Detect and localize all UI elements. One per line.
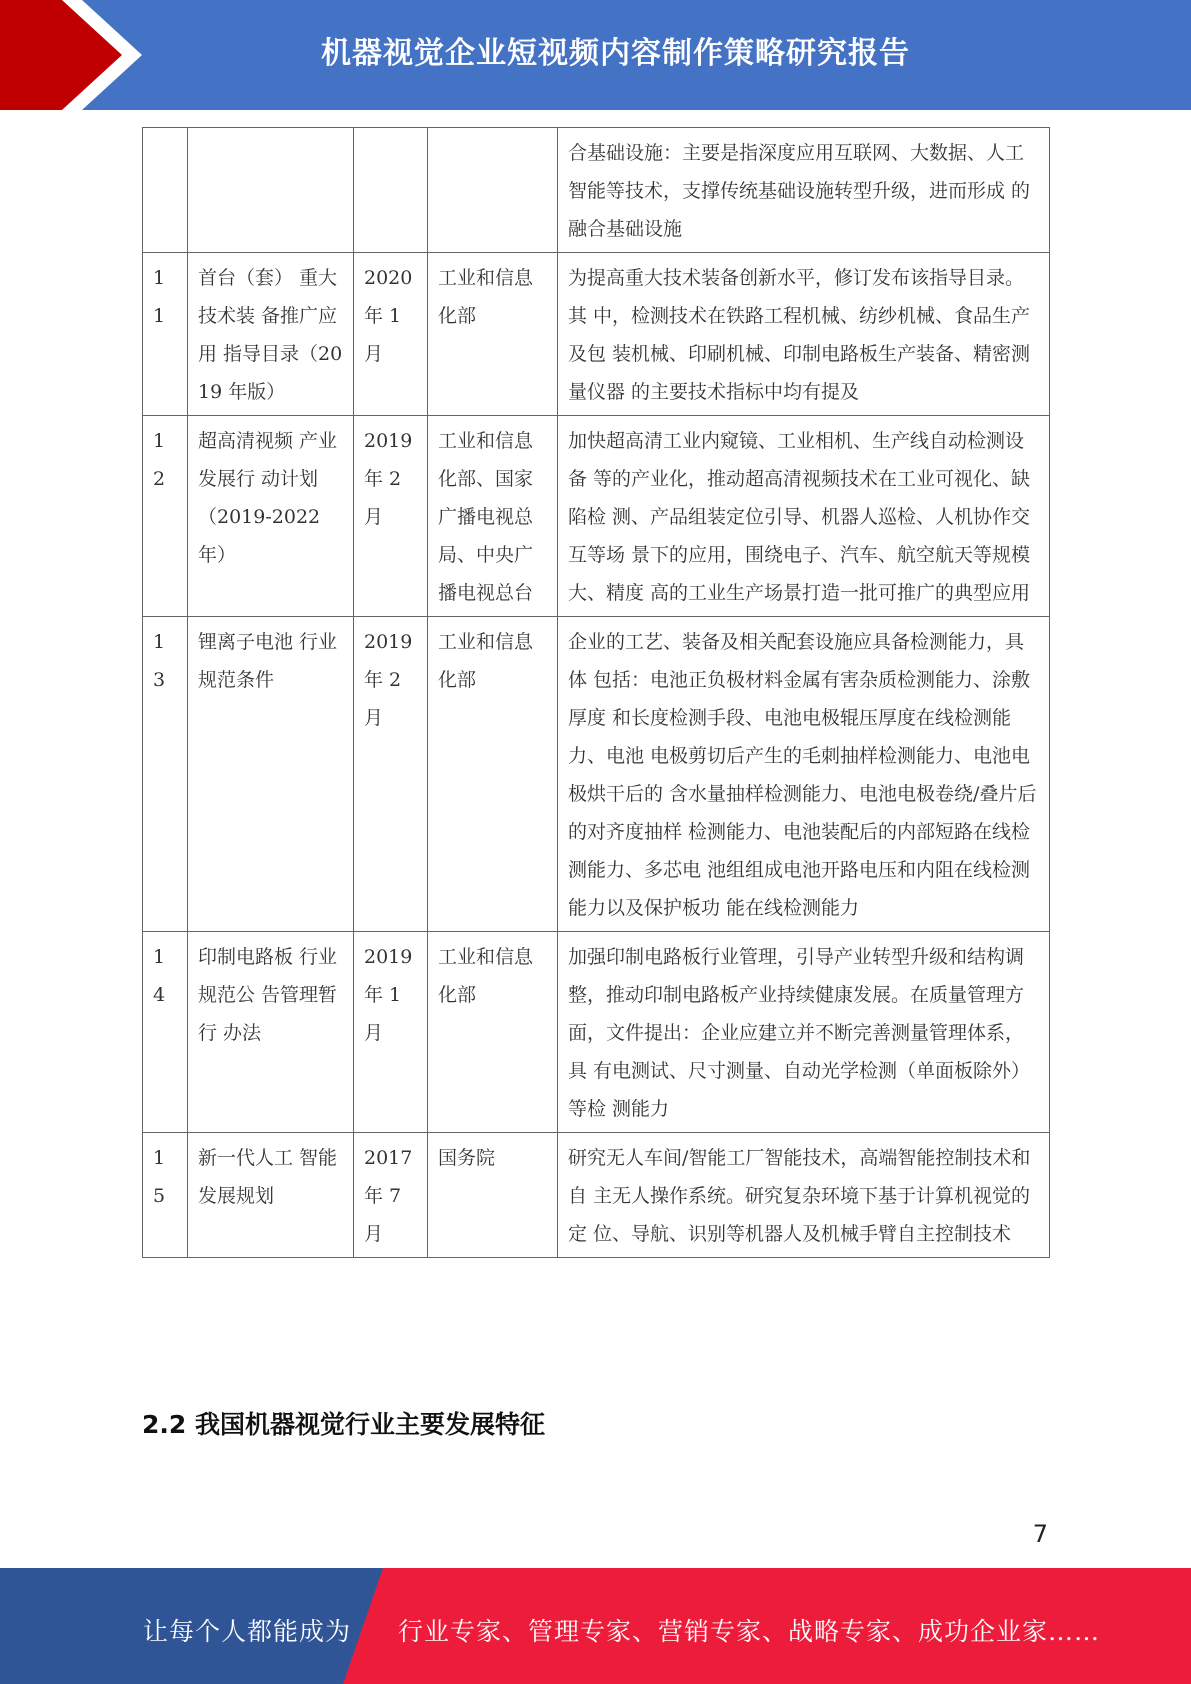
policy-name-cell: 锂离子电池 行业规范条件: [188, 617, 354, 932]
policy-content-cell: 加快超高清工业内窥镜、工业相机、生产线自动检测设备 等的产业化，推动超高清视频技术在工业可视化、缺陷检 测、产品组装定位引导、机器人巡检、人机协作交互等场 景下的应用，围绕电子、汽车、航空航天等规模大、精度 高的工业生产场景打造一批可推广的典型应用: [558, 416, 1050, 617]
policy-date-cell: 2019 年 2 月: [354, 617, 428, 932]
policy-date-cell: 2017 年 7 月: [354, 1133, 428, 1258]
table-row: [143, 128, 1050, 253]
row-number-cell: [143, 128, 188, 253]
table-row: [143, 932, 1050, 1133]
department-cell: 工业和信息化部: [428, 253, 558, 416]
table-row: [143, 416, 1050, 617]
policy-content-cell: 合基础设施：主要是指深度应用互联网、大数据、人工智能等技术，支撑传统基础设施转型升级，进而形成 的融合基础设施: [558, 128, 1050, 253]
policy-date-cell: 2019 年 1 月: [354, 932, 428, 1133]
policy-name-cell: 首台（套） 重大技术装 备推广应用 指导目录（2019 年版）: [188, 253, 354, 416]
department-cell: 国务院: [428, 1133, 558, 1258]
report-title: 机器视觉企业短视频内容制作策略研究报告: [321, 36, 910, 71]
policy-content-cell: 加强印制电路板行业管理，引导产业转型升级和结构调 整，推动印制电路板产业持续健康发展。在质量管理方 面，文件提出：企业应建立并不断完善测量管理体系，具 有电测试、尺寸测量、自动光学检测（单面板除外）等检 测能力: [558, 932, 1050, 1133]
department-cell: [428, 128, 558, 253]
table-row: [143, 617, 1050, 932]
page-header: [0, 0, 1191, 110]
footer-slogan-left: 让每个人都能成为: [143, 1617, 352, 1646]
row-number-cell: 12: [143, 416, 188, 617]
row-number-cell: 15: [143, 1133, 188, 1258]
department-cell: 工业和信息化部: [428, 617, 558, 932]
page-number: 7: [1032, 1520, 1048, 1548]
table-row: [143, 1133, 1050, 1258]
department-cell: 工业和信息化部: [428, 932, 558, 1133]
policy-content-cell: 研究无人车间/智能工厂智能技术，高端智能控制技术和自 主无人操作系统。研究复杂环境下基于计算机视觉的定 位、导航、识别等机器人及机械手臂自主控制技术: [558, 1133, 1050, 1258]
policy-name-cell: 新一代人工 智能发展规划: [188, 1133, 354, 1258]
policy-content-cell: 为提高重大技术装备创新水平，修订发布该指导目录。其 中，检测技术在铁路工程机械、纺纱机械、食品生产及包 装机械、印刷机械、印制电路板生产装备、精密测量仪器 的主要技术指标中均有提及: [558, 253, 1050, 416]
policy-table: [142, 127, 1050, 1258]
policy-name-cell: 超高清视频 产业发展行 动计划 （2019-2022 年）: [188, 416, 354, 617]
table-row: [143, 253, 1050, 416]
policy-name-cell: 印制电路板 行业规范公 告管理暂行 办法: [188, 932, 354, 1133]
row-number-cell: 13: [143, 617, 188, 932]
policy-date-cell: 2020 年 1 月: [354, 253, 428, 416]
policy-name-cell: [188, 128, 354, 253]
policy-content-cell: 企业的工艺、装备及相关配套设施应具备检测能力，具体 包括：电池正负极材料金属有害杂质检测能力、涂敷厚度 和长度检测手段、电池电极辊压厚度在线检测能力、电池 电极剪切后产生的毛刺抽样检测能力、电池电极烘干后的 含水量抽样检测能力、电池电极卷绕/叠片后的对齐度抽样 检测能力、电池装配后的内部短路在线检测能力、多芯电 池组组成电池开路电压和内阻在线检测能力以及保护板功 能在线检测能力: [558, 617, 1050, 932]
policy-date-cell: 2019 年 2 月: [354, 416, 428, 617]
policy-date-cell: [354, 128, 428, 253]
department-cell: 工业和信息化部、国家广播电视总局、中央广播电视总台: [428, 416, 558, 617]
row-number-cell: 14: [143, 932, 188, 1133]
footer-slogan-right: 行业专家、管理专家、营销专家、战略专家、成功企业家……: [398, 1617, 1101, 1646]
row-number-cell: 11: [143, 253, 188, 416]
section-heading: 2.2 我国机器视觉行业主要发展特征: [142, 1410, 545, 1439]
page-footer: [0, 1568, 1191, 1684]
